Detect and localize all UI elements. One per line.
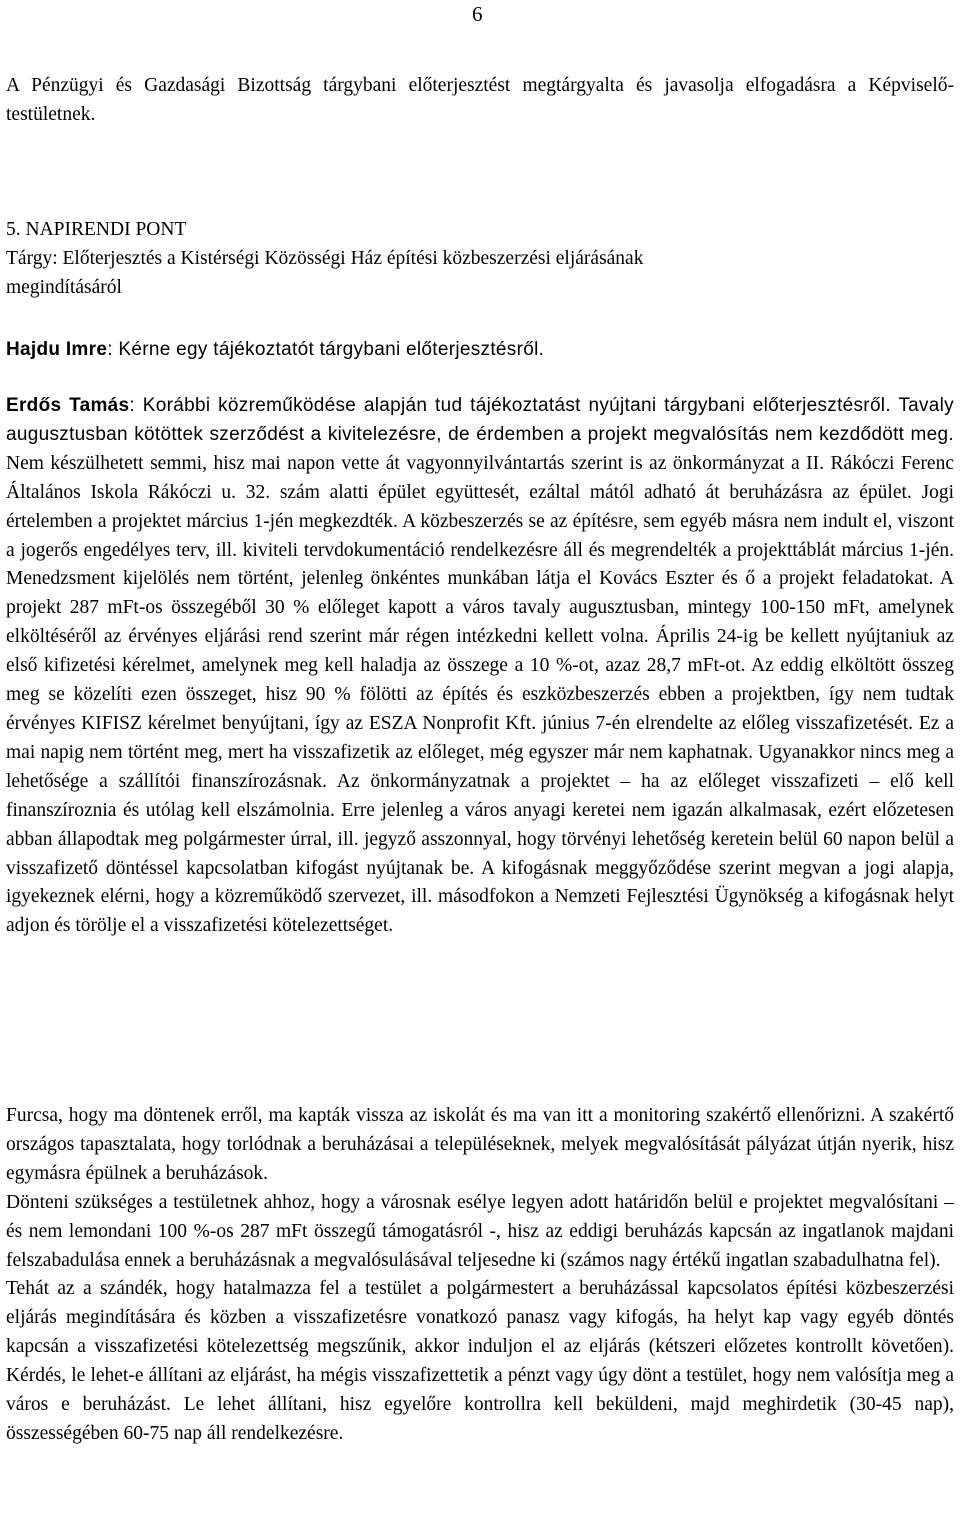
intro-paragraph: [6, 72, 954, 130]
erdos-statement-sans-text: : Korábbi közreműködése alapján tud tájékoztatást nyújtani tárgybani előterjesztésről. Tavaly augusztusban kötöttek szerződést a kivitelezésre, de érdemben a projekt megvalósítás nem kezdődött meg.: [6, 395, 954, 445]
agenda-subject-line-2: megindításáról: [6, 276, 122, 298]
body-paragraph-authorization: Tehát az a szándék, hogy hatalmazza fel a testület a polgármestert a beruházással kapcsolatos építési közbeszerzési eljárás megindítására és közben a visszafizetésre vonatkozó panasz vagy kifogás, ha helyt kap vagy egyéb döntés kapcsán a visszafizetési kötelezettség megszűnik, akkor induljon el az eljárás (kétszeri előzetes kontrollt követően). Kérdés, le lehet-e állítani az eljárást, ha mégis visszafizettetik a pénzt vagy úgy dönt a testület, hogy nem valósítja meg a város e beruházást. Le lehet állítani, hisz egyelőre kontrollra kell beküldeni, majd meghirdetik (30-45 nap), összességében 60-75 nap áll rendelkezésre.: [6, 1278, 954, 1444]
speaker-name-erdos: Erdős Tamás: [6, 395, 130, 416]
agenda-subject-line-1: Tárgy: Előterjesztés a Kistérségi Közösségi Ház építési közbeszerzési eljárásának: [6, 247, 644, 269]
body-paragraphs: [6, 1102, 954, 1449]
erdos-statement: [6, 392, 954, 941]
erdos-paragraph: [6, 392, 954, 941]
hajdu-statement: [6, 336, 954, 365]
agenda-heading: [6, 216, 954, 303]
hajdu-statement-text: : Kérne egy tájékoztatót tárgybani előterjesztésről.: [107, 339, 545, 360]
page-number: 6: [472, 2, 483, 26]
erdos-statement-serif-text: Nem készülhetett semmi, hisz mai napon vette át vagyonnyilvántartás szerint is az önkormányzat a II. Rákóczi Ferenc Általános Iskola Rákóczi u. 32. szám alatti épület együttesét, ezáltal mától adható át beruházásra az épület. Jogi értelemben a projektet március 1-jén megkezdték. A közbeszerzés se az építésre, sem egyéb másra nem indult el, viszont a jogerős engedélyes terv, ill. kiviteli tervdokumentáció rendelkezésre áll és megrendelték a projekttáblát március 1-jén. Menedzsment kijelölés nem történt, jelenleg önkéntes munkában látja el Kovács Eszter és ő a projekt feladatokat. A projekt 287 mFt-os összegéből 30 % előleget kapott a város tavaly augusztusban, mintegy 100-150 mFt, amelynek elköltéséről az érvényes eljárási rend szerint már régen intézkedni kellett volna. Április 24-ig be kellett nyújtaniuk az első kifizetési kérelmet, amelynek meg kell haladja az összege a 10 %-ot, azaz 28,7 mFt-ot. Az eddig elköltött összeg meg se közelíti ezen összeget, hisz 90 % fölötti az építés és eszközbeszerzés ebben a projektben, így nem tudtak érvényes KIFISZ kérelmet benyújtani, így az ESZA Nonprofit Kft. június 7-én elrendelte az előleg visszafizetését. Ez a mai napig nem történt meg, mert ha visszafizetik az előleget, még egyszer már nem kaphatnak. Ugyanakkor nincs meg a lehetősége a szállítói finanszírozásnak. Az önkormányzatnak a projektet – ha az előleget visszafizeti – elő kell finanszíroznia és utólag kell elszámolnia. Erre jelenleg a város anyagi keretei nem igazán alkalmasak, ezért előzetesen abban állapodtak meg polgármester úrral, ill. jegyző asszonnyal, hogy törvényi lehetőség keretein belül 60 napon belül a visszafizető döntéssel kapcsolatban kifogást nyújtanak be. A kifogásnak meggyőződése szerint megvan a jogi alapja, igyekeznek elérni, hogy a közreműködő szervezet, ill. másodfokon a Nemzeti Fejlesztési Ügynökség a kifogásnak helyt adjon és törölje el a visszafizetési kötelezettséget.: [6, 452, 954, 937]
speaker-name-hajdu: Hajdu Imre: [6, 339, 108, 360]
body-paragraph-decision: Dönteni szükséges a testületnek ahhoz, hogy a városnak esélye legyen adott határidőn belül e projektet megvalósítani – és nem lemondani 100 %-os 287 mFt összegű támogatásról -, hisz az eddigi beruházás kapcsán az ingatlanok majdani felszabadulása ennek a beruházásnak a megvalósulásával teljesedne ki (számos nagy értékű ingatlan szabadulhatna fel).: [6, 1191, 954, 1271]
body-paragraph-monitoring: Furcsa, hogy ma döntenek erről, ma kapták vissza az iskolát és ma van itt a monitoring szakértő ellenőrizni. A szakértő országos tapasztalata, hogy torlódnak a beruházásai a településeknek, melyek megvalósítását pályázat útján nyerik, hisz egymásra épülnek a beruházások.: [6, 1105, 954, 1184]
agenda-point-title: 5. NAPIRENDI PONT: [6, 219, 187, 240]
intro-text: A Pénzügyi és Gazdasági Bizottság tárgybani előterjesztést megtárgyalta és javasolja elfogadásra a Képviselő-testületnek.: [6, 75, 954, 125]
